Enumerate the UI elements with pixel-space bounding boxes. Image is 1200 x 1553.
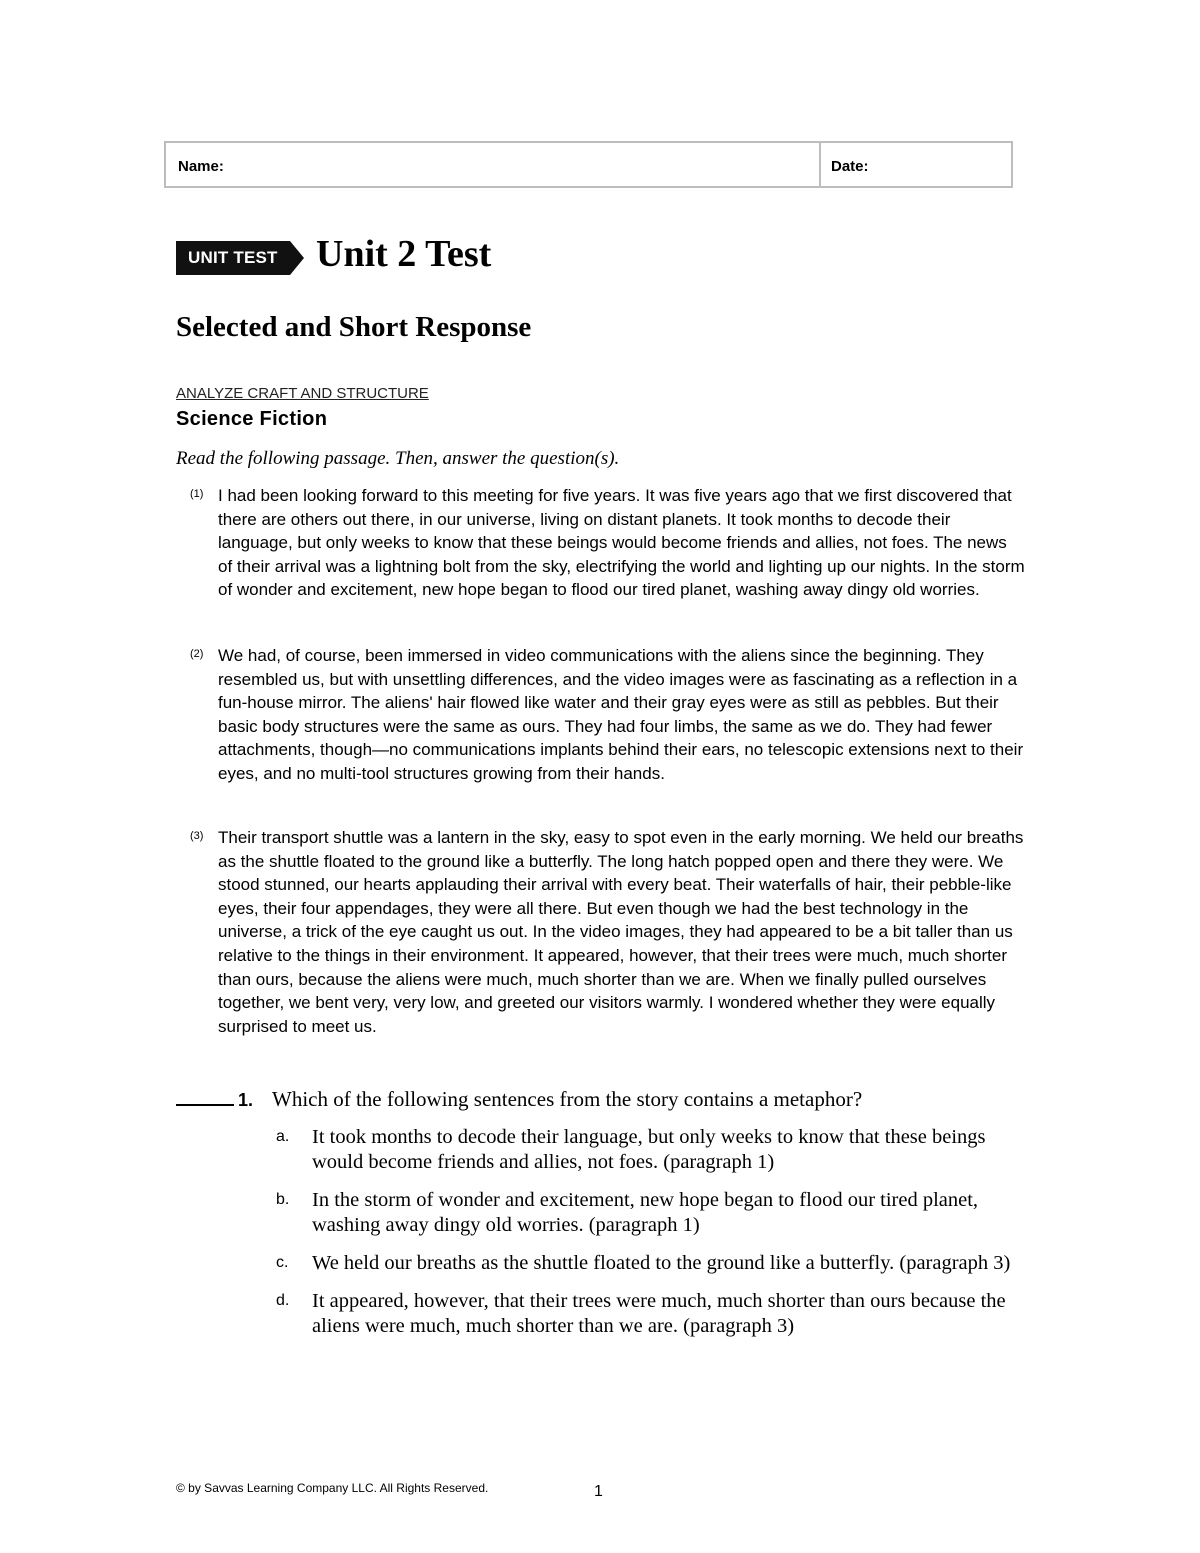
name-field[interactable]: [166, 143, 821, 186]
passage-paragraph: [190, 484, 1025, 602]
date-label: Date:: [831, 158, 869, 175]
option-letter: c.: [276, 1254, 289, 1271]
option-text: In the storm of wonder and excitement, new hope began to flood our tired planet, washing away dingy old worries. (paragraph 1): [312, 1189, 979, 1236]
question-text: Which of the following sentences from the story contains a metaphor?: [272, 1087, 863, 1111]
option-text: It appeared, however, that their trees were much, much shorter than ours because the aliens were much, much shorter than we are. (paragraph 3): [312, 1290, 1006, 1337]
title-row: [176, 232, 491, 276]
date-field[interactable]: [821, 143, 1011, 186]
paragraph-number: (2): [190, 648, 204, 660]
option-text: It took months to decode their language, but only weeks to know that these beings would become friends and allies, not foes. (paragraph 1): [312, 1126, 986, 1173]
option-letter: a.: [276, 1128, 290, 1145]
answer-option-a[interactable]: [276, 1125, 1036, 1175]
answer-option-b[interactable]: [276, 1188, 1036, 1238]
passage-paragraph: [190, 826, 1025, 1038]
genre-heading: Science Fiction: [176, 408, 328, 430]
page-number: 1: [594, 1483, 603, 1500]
name-label: Name:: [178, 158, 224, 175]
question-stem: [176, 1084, 1036, 1112]
paragraph-number: (3): [190, 830, 204, 842]
answer-option-c[interactable]: [276, 1251, 1036, 1276]
instructions: Read the following passage. Then, answer the question(s).: [176, 448, 620, 469]
name-date-box: [164, 141, 1013, 188]
unit-test-badge: [176, 241, 304, 275]
question-number: 1.: [238, 1090, 254, 1110]
category-label: ANALYZE CRAFT AND STRUCTURE: [176, 385, 429, 402]
badge-label: UNIT TEST: [188, 248, 278, 267]
answer-blank[interactable]: [176, 1084, 234, 1106]
option-letter: d.: [276, 1292, 290, 1309]
page-title: Unit 2 Test: [316, 233, 492, 275]
paragraph-text: I had been looking forward to this meeting for five years. It was five years ago that we first discovered that there are others out there, in our universe, living on distant planets. It took months to decode their language, but only weeks to know that these beings would become friends and allies, not foes. The news of their arrival was a lightning bolt from the sky, electrifying the world and lighting up our nights. In the storm of wonder and excitement, new hope began to flood our tired planet, washing away dingy old worries.: [218, 486, 1025, 600]
question-1: [176, 1084, 1036, 1339]
paragraph-number: (1): [190, 488, 204, 500]
paragraph-text: We had, of course, been immersed in video communications with the aliens since the beginning. They resembled us, but with unsettling differences, and the video images were as fascinating as a reflection in a fun-house mirror. The aliens' hair flowed like water and their gray eyes were as still as pebbles. But their basic body structures were the same as ours. They had four limbs, the same as we do. They had fewer attachments, though—no communications implants behind their ears, no telescopic extensions next to their eyes, and no multi-tool structures growing from their hands.: [218, 646, 1024, 783]
passage-paragraph: [190, 644, 1025, 786]
paragraph-text: Their transport shuttle was a lantern in the sky, easy to spot even in the early morning. We held our breaths as the shuttle floated to the ground like a butterfly. The long hatch popped open and there they were. We stood stunned, our hearts applauding their arrival with every beat. Their waterfalls of hair, their pebble-like eyes, their four appendages, they were all there. But even though we had the best technology in the universe, a trick of the eye caught us out. In the video images, they had appeared to be a bit taller than us relative to the things in their environment. It appeared, however, that their trees were much, much shorter than ours, because the aliens were much, much shorter than we are. When we finally pulled ourselves together, we bent very, very low, and greeted our visitors warmly. I wondered whether they were equally surprised to meet us.: [218, 828, 1024, 1036]
answer-option-d[interactable]: [276, 1289, 1036, 1339]
option-letter: b.: [276, 1191, 290, 1208]
section-title: Selected and Short Response: [176, 311, 532, 343]
copyright-notice: © by Savvas Learning Company LLC. All Rights Reserved.: [176, 1481, 489, 1495]
option-text: We held our breaths as the shuttle floated to the ground like a butterfly. (paragraph 3): [312, 1252, 1011, 1274]
